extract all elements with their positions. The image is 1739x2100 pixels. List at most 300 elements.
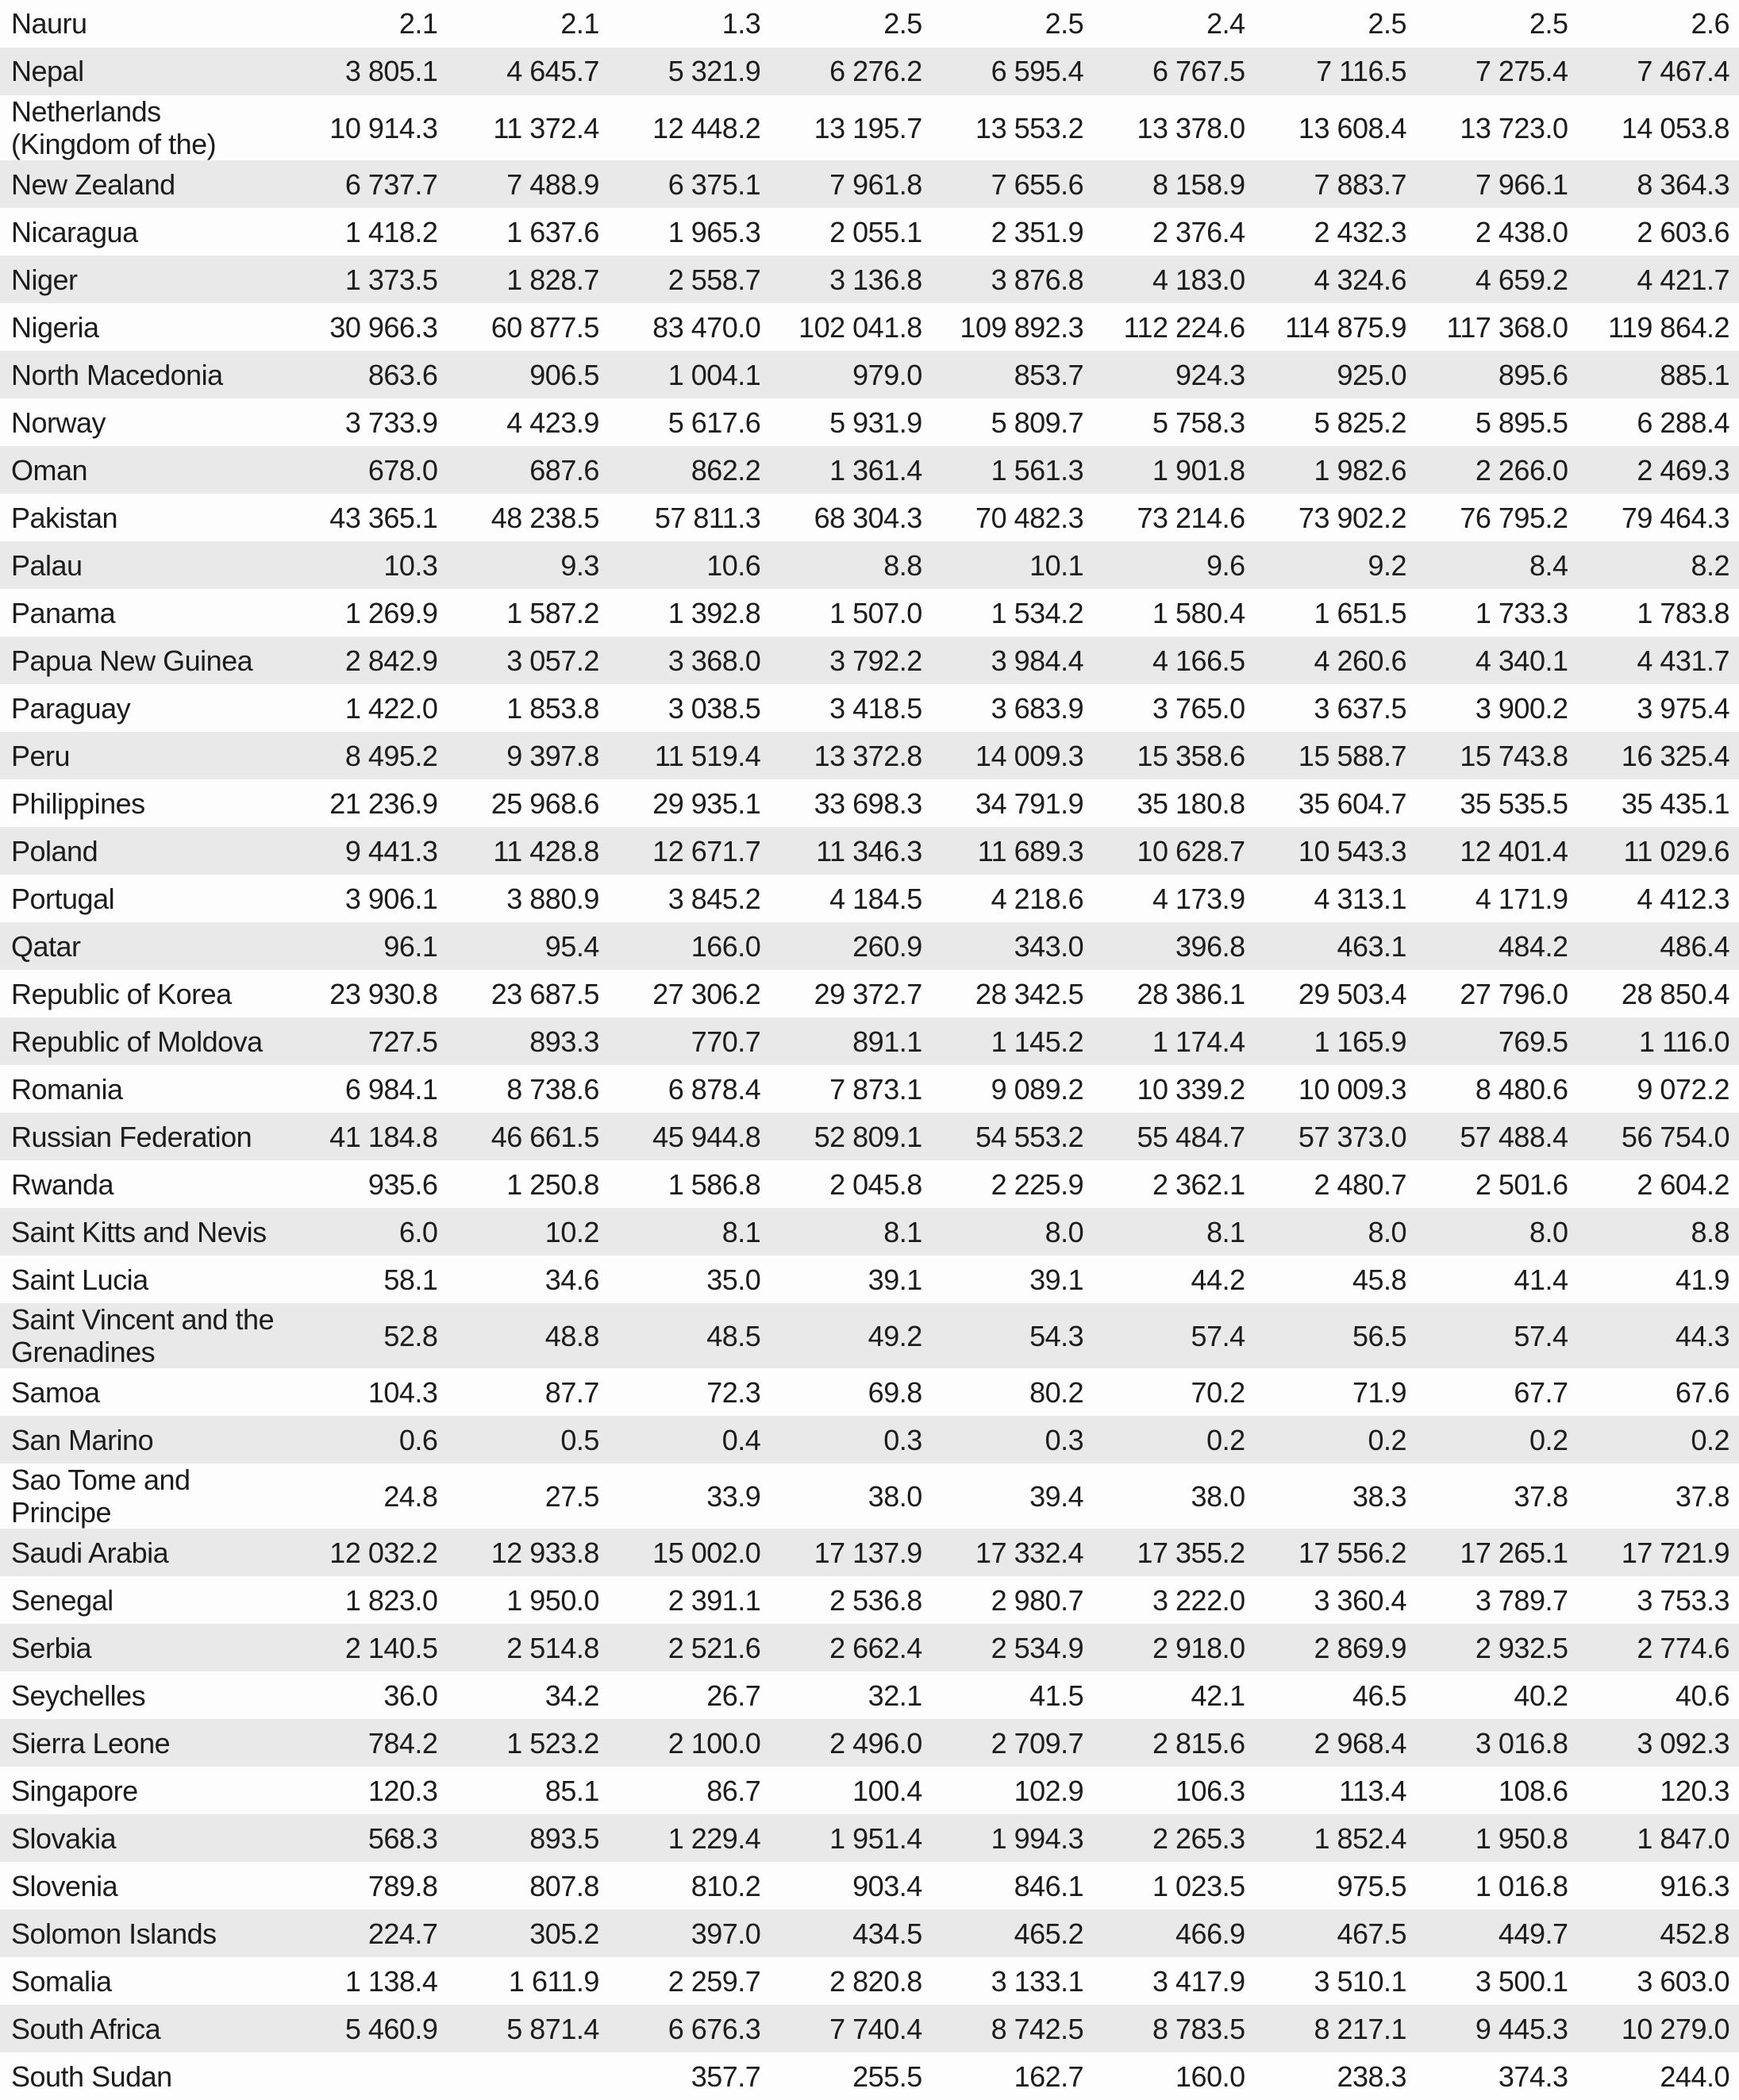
value-cell: 769.5 [1416, 1017, 1577, 1065]
value-cell: 3 510.1 [1255, 1957, 1416, 2005]
table-row [0, 779, 1739, 827]
value-cell: 67.7 [1416, 1368, 1577, 1416]
country-name-cell: Poland [0, 827, 286, 875]
value-cell: 2.1 [286, 0, 447, 48]
value-cell: 8.0 [932, 1208, 1093, 1256]
country-name-cell: Netherlands (Kingdom of the) [0, 95, 286, 160]
value-cell: 2 055.1 [770, 208, 931, 256]
value-cell: 108.6 [1416, 1767, 1577, 1814]
value-cell: 1 229.4 [609, 1814, 770, 1862]
value-cell: 33 698.3 [770, 779, 931, 827]
value-cell: 238.3 [1255, 2052, 1416, 2100]
value-cell: 3 368.0 [609, 637, 770, 684]
value-cell: 979.0 [770, 351, 931, 398]
value-cell: 3 360.4 [1255, 1576, 1416, 1624]
value-cell: 8.4 [1416, 541, 1577, 589]
country-name-cell: San Marino [0, 1416, 286, 1463]
value-cell: 906.5 [447, 351, 608, 398]
value-cell: 1 250.8 [447, 1160, 608, 1208]
value-cell: 260.9 [770, 922, 931, 970]
value-cell: 5 321.9 [609, 48, 770, 95]
value-cell: 39.4 [932, 1463, 1093, 1529]
value-cell: 41.5 [932, 1671, 1093, 1719]
value-cell: 41.9 [1578, 1256, 1739, 1303]
value-cell: 4 421.7 [1578, 256, 1739, 303]
table-row [0, 1416, 1739, 1463]
table-row [0, 970, 1739, 1017]
value-cell: 38.0 [1093, 1463, 1254, 1529]
value-cell: 895.6 [1416, 351, 1577, 398]
value-cell: 893.5 [447, 1814, 608, 1862]
value-cell: 73 902.2 [1255, 494, 1416, 541]
table-row [0, 2005, 1739, 2052]
value-cell: 678.0 [286, 446, 447, 494]
value-cell: 2.6 [1578, 0, 1739, 48]
value-cell: 2 536.8 [770, 1576, 931, 1624]
value-cell: 67.6 [1578, 1368, 1739, 1416]
country-name-cell: Republic of Korea [0, 970, 286, 1017]
value-cell: 8 742.5 [932, 2005, 1093, 2052]
value-cell: 1 950.8 [1416, 1814, 1577, 1862]
country-name-cell: Somalia [0, 1957, 286, 2005]
value-cell: 8 158.9 [1093, 160, 1254, 208]
value-cell: 3 733.9 [286, 398, 447, 446]
table-row [0, 541, 1739, 589]
value-cell: 14 009.3 [932, 732, 1093, 779]
value-cell: 2 521.6 [609, 1624, 770, 1671]
value-cell: 1 361.4 [770, 446, 931, 494]
value-cell: 1 950.0 [447, 1576, 608, 1624]
value-cell: 27 306.2 [609, 970, 770, 1017]
value-cell: 6 375.1 [609, 160, 770, 208]
value-cell: 1 523.2 [447, 1719, 608, 1767]
value-cell: 8 495.2 [286, 732, 447, 779]
country-name-cell: Saint Kitts and Nevis [0, 1208, 286, 1256]
value-cell: 2 501.6 [1416, 1160, 1577, 1208]
value-cell: 1 733.3 [1416, 589, 1577, 637]
value-cell: 0.2 [1578, 1416, 1739, 1463]
value-cell: 34.6 [447, 1256, 608, 1303]
value-cell: 40.6 [1578, 1671, 1739, 1719]
value-cell: 9 072.2 [1578, 1065, 1739, 1113]
value-cell: 24.8 [286, 1463, 447, 1529]
value-cell: 3 765.0 [1093, 684, 1254, 732]
value-cell: 45 944.8 [609, 1113, 770, 1160]
value-cell: 2 351.9 [932, 208, 1093, 256]
value-cell: 54 553.2 [932, 1113, 1093, 1160]
value-cell: 4 645.7 [447, 48, 608, 95]
value-cell: 42.1 [1093, 1671, 1254, 1719]
value-cell: 4 183.0 [1093, 256, 1254, 303]
value-cell: 687.6 [447, 446, 608, 494]
value-cell [447, 2052, 608, 2100]
value-cell: 2 100.0 [609, 1719, 770, 1767]
value-cell: 102 041.8 [770, 303, 931, 351]
value-cell: 17 332.4 [932, 1529, 1093, 1576]
value-cell: 5 617.6 [609, 398, 770, 446]
value-cell: 7 488.9 [447, 160, 608, 208]
value-cell: 3 016.8 [1416, 1719, 1577, 1767]
value-cell: 467.5 [1255, 1910, 1416, 1957]
value-cell: 119 864.2 [1578, 303, 1739, 351]
country-name-cell: Oman [0, 446, 286, 494]
value-cell: 863.6 [286, 351, 447, 398]
value-cell: 34 791.9 [932, 779, 1093, 827]
value-cell: 44.3 [1578, 1303, 1739, 1368]
country-name-cell: Slovenia [0, 1862, 286, 1910]
value-cell: 5 809.7 [932, 398, 1093, 446]
value-cell: 1 853.8 [447, 684, 608, 732]
value-cell: 6 276.2 [770, 48, 931, 95]
value-cell: 36.0 [286, 1671, 447, 1719]
table-row [0, 637, 1739, 684]
value-cell: 1 016.8 [1416, 1862, 1577, 1910]
value-cell: 810.2 [609, 1862, 770, 1910]
value-cell: 4 184.5 [770, 875, 931, 922]
value-cell: 4 431.7 [1578, 637, 1739, 684]
value-cell: 25 968.6 [447, 779, 608, 827]
value-cell: 2 604.2 [1578, 1160, 1739, 1208]
table-row [0, 1576, 1739, 1624]
value-cell: 10.6 [609, 541, 770, 589]
value-cell: 85.1 [447, 1767, 608, 1814]
value-cell: 6 767.5 [1093, 48, 1254, 95]
value-cell: 2 815.6 [1093, 1719, 1254, 1767]
value-cell: 2.1 [447, 0, 608, 48]
value-cell: 73 214.6 [1093, 494, 1254, 541]
country-name-cell: Panama [0, 589, 286, 637]
value-cell: 1 823.0 [286, 1576, 447, 1624]
table-row [0, 589, 1739, 637]
value-cell: 48.8 [447, 1303, 608, 1368]
value-cell: 7 467.4 [1578, 48, 1739, 95]
value-cell: 11 346.3 [770, 827, 931, 875]
value-cell: 6 676.3 [609, 2005, 770, 2052]
value-cell: 83 470.0 [609, 303, 770, 351]
value-cell: 891.1 [770, 1017, 931, 1065]
value-cell: 11 428.8 [447, 827, 608, 875]
table-row [0, 48, 1739, 95]
value-cell: 1 637.6 [447, 208, 608, 256]
value-cell: 434.5 [770, 1910, 931, 1957]
value-cell: 4 313.1 [1255, 875, 1416, 922]
value-cell: 29 935.1 [609, 779, 770, 827]
value-cell: 27.5 [447, 1463, 608, 1529]
value-cell: 4 173.9 [1093, 875, 1254, 922]
value-cell: 1 165.9 [1255, 1017, 1416, 1065]
value-cell: 3 805.1 [286, 48, 447, 95]
value-cell: 26.7 [609, 1671, 770, 1719]
value-cell: 0.3 [932, 1416, 1093, 1463]
value-cell: 224.7 [286, 1910, 447, 1957]
value-cell: 2 045.8 [770, 1160, 931, 1208]
value-cell: 452.8 [1578, 1910, 1739, 1957]
value-cell: 68 304.3 [770, 494, 931, 541]
value-cell: 11 372.4 [447, 95, 608, 160]
value-cell: 8 480.6 [1416, 1065, 1577, 1113]
value-cell: 5 931.9 [770, 398, 931, 446]
value-cell: 1 847.0 [1578, 1814, 1739, 1862]
value-cell: 8.8 [1578, 1208, 1739, 1256]
value-cell: 3 906.1 [286, 875, 447, 922]
value-cell: 244.0 [1578, 2052, 1739, 2100]
value-cell: 17 556.2 [1255, 1529, 1416, 1576]
value-cell: 1 422.0 [286, 684, 447, 732]
value-cell: 6 737.7 [286, 160, 447, 208]
value-cell: 1 951.4 [770, 1814, 931, 1862]
value-cell: 463.1 [1255, 922, 1416, 970]
value-cell: 13 195.7 [770, 95, 931, 160]
value-cell: 1 828.7 [447, 256, 608, 303]
value-cell: 72.3 [609, 1368, 770, 1416]
value-cell: 6 878.4 [609, 1065, 770, 1113]
country-name-cell: Nepal [0, 48, 286, 95]
value-cell: 2.4 [1093, 0, 1254, 48]
value-cell: 568.3 [286, 1814, 447, 1862]
value-cell [286, 2052, 447, 2100]
value-cell: 40.2 [1416, 1671, 1577, 1719]
table-row [0, 446, 1739, 494]
value-cell: 3 222.0 [1093, 1576, 1254, 1624]
value-cell: 2 225.9 [932, 1160, 1093, 1208]
value-cell: 11 689.3 [932, 827, 1093, 875]
value-cell: 8.1 [1093, 1208, 1254, 1256]
value-cell: 10.2 [447, 1208, 608, 1256]
value-cell: 9 441.3 [286, 827, 447, 875]
value-cell: 8.1 [609, 1208, 770, 1256]
value-cell: 3 603.0 [1578, 1957, 1739, 2005]
value-cell: 2 259.7 [609, 1957, 770, 2005]
table-row [0, 1671, 1739, 1719]
country-name-cell: Samoa [0, 1368, 286, 1416]
value-cell: 48 238.5 [447, 494, 608, 541]
table-row [0, 351, 1739, 398]
value-cell: 8.1 [770, 1208, 931, 1256]
value-cell: 4 659.2 [1416, 256, 1577, 303]
value-cell: 1 901.8 [1093, 446, 1254, 494]
value-cell: 160.0 [1093, 2052, 1254, 2100]
value-cell: 1 852.4 [1255, 1814, 1416, 1862]
value-cell: 397.0 [609, 1910, 770, 1957]
value-cell: 46.5 [1255, 1671, 1416, 1719]
country-name-cell: Nicaragua [0, 208, 286, 256]
country-name-cell: Palau [0, 541, 286, 589]
country-name-cell: Sierra Leone [0, 1719, 286, 1767]
country-name-cell: Seychelles [0, 1671, 286, 1719]
country-name-cell: Qatar [0, 922, 286, 970]
value-cell: 57.4 [1093, 1303, 1254, 1368]
country-name-cell: Republic of Moldova [0, 1017, 286, 1065]
value-cell: 3 038.5 [609, 684, 770, 732]
value-cell: 3 133.1 [932, 1957, 1093, 2005]
value-cell: 374.3 [1416, 2052, 1577, 2100]
table-row [0, 1624, 1739, 1671]
value-cell: 39.1 [770, 1256, 931, 1303]
value-cell: 102.9 [932, 1767, 1093, 1814]
value-cell: 2 514.8 [447, 1624, 608, 1671]
value-cell: 0.4 [609, 1416, 770, 1463]
value-cell: 2 496.0 [770, 1719, 931, 1767]
country-name-cell: Niger [0, 256, 286, 303]
value-cell: 2 376.4 [1093, 208, 1254, 256]
value-cell: 34.2 [447, 1671, 608, 1719]
value-cell: 7 116.5 [1255, 48, 1416, 95]
value-cell: 2 438.0 [1416, 208, 1577, 256]
value-cell: 846.1 [932, 1862, 1093, 1910]
value-cell: 79 464.3 [1578, 494, 1739, 541]
value-cell: 10 543.3 [1255, 827, 1416, 875]
value-cell: 16 325.4 [1578, 732, 1739, 779]
value-cell: 465.2 [932, 1910, 1093, 1957]
table-row [0, 1208, 1739, 1256]
value-cell: 9.6 [1093, 541, 1254, 589]
value-cell: 35.0 [609, 1256, 770, 1303]
value-cell: 4 324.6 [1255, 256, 1416, 303]
value-cell: 117 368.0 [1416, 303, 1577, 351]
value-cell: 396.8 [1093, 922, 1254, 970]
country-name-cell: Norway [0, 398, 286, 446]
value-cell: 11 029.6 [1578, 827, 1739, 875]
value-cell: 52 809.1 [770, 1113, 931, 1160]
value-cell: 52.8 [286, 1303, 447, 1368]
value-cell: 17 721.9 [1578, 1529, 1739, 1576]
value-cell: 853.7 [932, 351, 1093, 398]
table-row [0, 1160, 1739, 1208]
value-cell: 1 138.4 [286, 1957, 447, 2005]
value-cell: 2 266.0 [1416, 446, 1577, 494]
value-cell: 37.8 [1416, 1463, 1577, 1529]
value-cell: 2 603.6 [1578, 208, 1739, 256]
value-cell: 4 260.6 [1255, 637, 1416, 684]
value-cell: 4 423.9 [447, 398, 608, 446]
value-cell: 1 145.2 [932, 1017, 1093, 1065]
country-name-cell: Senegal [0, 1576, 286, 1624]
value-cell: 10 339.2 [1093, 1065, 1254, 1113]
value-cell: 54.3 [932, 1303, 1093, 1368]
value-cell: 17 355.2 [1093, 1529, 1254, 1576]
value-cell: 49.2 [770, 1303, 931, 1368]
value-cell: 120.3 [286, 1767, 447, 1814]
value-cell: 2 932.5 [1416, 1624, 1577, 1671]
value-cell: 6.0 [286, 1208, 447, 1256]
value-cell: 1 587.2 [447, 589, 608, 637]
table-row [0, 1113, 1739, 1160]
value-cell: 305.2 [447, 1910, 608, 1957]
value-cell: 23 687.5 [447, 970, 608, 1017]
value-cell: 70.2 [1093, 1368, 1254, 1416]
table-row [0, 494, 1739, 541]
value-cell: 5 871.4 [447, 2005, 608, 2052]
value-cell: 6 595.4 [932, 48, 1093, 95]
value-cell: 8.0 [1416, 1208, 1577, 1256]
table-row [0, 1303, 1739, 1368]
country-name-cell: Singapore [0, 1767, 286, 1814]
country-name-cell: Saint Vincent and the Grenadines [0, 1303, 286, 1368]
value-cell: 120.3 [1578, 1767, 1739, 1814]
table-row [0, 95, 1739, 160]
value-cell: 43 365.1 [286, 494, 447, 541]
country-name-cell: North Macedonia [0, 351, 286, 398]
value-cell: 39.1 [932, 1256, 1093, 1303]
value-cell: 2 980.7 [932, 1576, 1093, 1624]
value-cell: 48.5 [609, 1303, 770, 1368]
value-cell: 1 982.6 [1255, 446, 1416, 494]
value-cell: 1 561.3 [932, 446, 1093, 494]
value-cell: 2 774.6 [1578, 1624, 1739, 1671]
value-cell: 2.5 [932, 0, 1093, 48]
value-cell: 0.3 [770, 1416, 931, 1463]
value-cell: 916.3 [1578, 1862, 1739, 1910]
value-cell: 1 116.0 [1578, 1017, 1739, 1065]
value-cell: 56 754.0 [1578, 1113, 1739, 1160]
value-cell: 2 391.1 [609, 1576, 770, 1624]
value-cell: 21 236.9 [286, 779, 447, 827]
value-cell: 935.6 [286, 1160, 447, 1208]
table-row [0, 1529, 1739, 1576]
value-cell: 17 265.1 [1416, 1529, 1577, 1576]
value-cell: 23 930.8 [286, 970, 447, 1017]
value-cell: 86.7 [609, 1767, 770, 1814]
value-cell: 2 480.7 [1255, 1160, 1416, 1208]
value-cell: 87.7 [447, 1368, 608, 1416]
table-row [0, 2052, 1739, 2100]
table-row [0, 1719, 1739, 1767]
value-cell: 1 965.3 [609, 208, 770, 256]
value-cell: 32.1 [770, 1671, 931, 1719]
value-cell: 10 914.3 [286, 95, 447, 160]
table-row [0, 1463, 1739, 1529]
value-cell: 57 811.3 [609, 494, 770, 541]
value-cell: 2 709.7 [932, 1719, 1093, 1767]
value-cell: 449.7 [1416, 1910, 1577, 1957]
value-cell: 885.1 [1578, 351, 1739, 398]
value-cell: 7 966.1 [1416, 160, 1577, 208]
value-cell: 3 418.5 [770, 684, 931, 732]
value-cell: 784.2 [286, 1719, 447, 1767]
country-name-cell: South Africa [0, 2005, 286, 2052]
value-cell: 4 340.1 [1416, 637, 1577, 684]
table-row [0, 1862, 1739, 1910]
value-cell: 343.0 [932, 922, 1093, 970]
value-cell: 38.3 [1255, 1463, 1416, 1529]
value-cell: 486.4 [1578, 922, 1739, 970]
value-cell: 2 534.9 [932, 1624, 1093, 1671]
value-cell: 3 683.9 [932, 684, 1093, 732]
country-name-cell: Nigeria [0, 303, 286, 351]
value-cell: 17 137.9 [770, 1529, 931, 1576]
value-cell: 3 500.1 [1416, 1957, 1577, 2005]
value-cell: 7 883.7 [1255, 160, 1416, 208]
value-cell: 6 984.1 [286, 1065, 447, 1113]
value-cell: 162.7 [932, 2052, 1093, 2100]
value-cell: 3 845.2 [609, 875, 770, 922]
value-cell: 41 184.8 [286, 1113, 447, 1160]
country-name-cell: Sao Tome and Principe [0, 1463, 286, 1529]
table-row [0, 0, 1739, 48]
table-row [0, 1814, 1739, 1862]
value-cell: 975.5 [1255, 1862, 1416, 1910]
value-cell: 1 418.2 [286, 208, 447, 256]
country-name-cell: Slovakia [0, 1814, 286, 1862]
country-name-cell: Pakistan [0, 494, 286, 541]
value-cell: 33.9 [609, 1463, 770, 1529]
country-name-cell: South Sudan [0, 2052, 286, 2100]
value-cell: 0.5 [447, 1416, 608, 1463]
value-cell: 38.0 [770, 1463, 931, 1529]
country-name-cell: Serbia [0, 1624, 286, 1671]
value-cell: 9.2 [1255, 541, 1416, 589]
value-cell: 8 738.6 [447, 1065, 608, 1113]
